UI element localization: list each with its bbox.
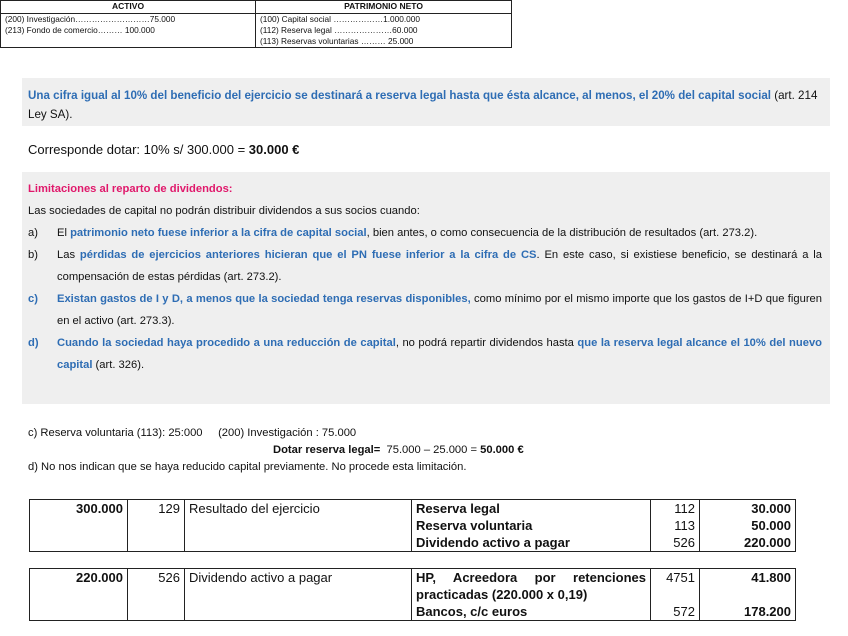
credit-amount: 41.800 — [751, 570, 791, 585]
calc-dotar-expr: 75.000 – 25.000 = — [380, 444, 481, 456]
limitation-a — [28, 222, 822, 244]
item-label: d) — [28, 337, 39, 349]
credit-amount: 178.200 — [744, 604, 791, 619]
reserva-rule-ref: (art. 214 Ley SA). — [28, 89, 818, 121]
calc-dotar-label: Dotar reserva legal= — [273, 444, 381, 456]
limitation-b — [28, 244, 822, 288]
credit-amount: 220.000 — [744, 535, 791, 550]
credit-account: 113 — [674, 518, 695, 533]
credit-amounts — [700, 569, 796, 621]
credit-name: Reserva legal — [416, 501, 500, 516]
credit-account: 572 — [673, 604, 695, 619]
credit-amount: 30.000 — [751, 501, 791, 516]
debit-name: Dividendo activo a pagar — [185, 569, 412, 621]
item-highlight: pérdidas de ejercicios anteriores hicieran que el PN fuese inferior a la cifra de CS — [79, 249, 537, 261]
limitation-d — [28, 332, 822, 376]
debit-account: 526 — [128, 569, 185, 621]
debit-account: 129 — [128, 500, 185, 552]
item-text: El — [57, 227, 71, 239]
pn-row: (112) Reserva legal …………………60.000 — [260, 25, 418, 35]
credit-name: Reserva voluntaria — [416, 518, 533, 533]
credit-names — [412, 500, 651, 552]
journal-entry-1 — [29, 499, 796, 552]
pn-row: (100) Capital social ………………1.000.000 — [260, 14, 421, 24]
patrimonio-neto-header: PATRIMONIO NETO — [256, 1, 512, 14]
item-text: Las — [57, 249, 80, 261]
item-text: (art. 326). — [92, 359, 145, 371]
item-label: a) — [28, 227, 38, 239]
corresponde-amount: 30.000 € — [248, 142, 300, 157]
calculation-notes — [28, 425, 524, 476]
debit-amount: 220.000 — [30, 569, 128, 621]
activo-row: (213) Fondo de comercio……… 100.000 — [5, 25, 155, 35]
corresponde-dotar — [28, 142, 299, 157]
calc-line-c: c) Reserva voluntaria (113): 25:000 (200) Investigación : 75.000 — [28, 427, 357, 439]
balance-table — [0, 0, 512, 48]
debit-amount: 300.000 — [30, 500, 128, 552]
limitations-intro: Las sociedades de capital no podrán distribuir dividendos a sus socios cuando: — [28, 205, 420, 217]
credit-name: HP, Acreedora por retenciones practicadas (220.000 x 0,19) — [416, 570, 646, 602]
calc-dotar-result: 50.000 € — [480, 444, 524, 456]
credit-amounts — [700, 500, 796, 552]
item-highlight: Cuando la sociedad haya procedido a una reducción de capital — [57, 337, 396, 349]
credit-accounts — [651, 569, 700, 621]
calc-dotar — [28, 442, 524, 459]
item-highlight: patrimonio neto fuese inferior a la cifra de capital social — [70, 227, 367, 239]
credit-account: 4751 — [666, 570, 695, 585]
corresponde-text: Corresponde dotar: 10% s/ 300.000 = — [28, 142, 249, 157]
item-label: b) — [28, 249, 38, 261]
debit-name: Resultado del ejercicio — [185, 500, 412, 552]
pn-row: (113) Reservas voluntarias ……… 25.000 — [260, 36, 414, 46]
item-text: como mínimo por el mismo importe que los gastos de I+D que figuren en el activo (art. 273.3). — [57, 293, 823, 327]
limitation-c — [28, 288, 822, 332]
credit-account: 526 — [673, 535, 695, 550]
item-text: , bien antes, o como consecuencia de la distribución de resultados (art. 273.2). — [366, 227, 758, 239]
credit-name: Dividendo activo a pagar — [416, 535, 570, 550]
credit-amount: 50.000 — [751, 518, 791, 533]
item-label: c) — [28, 293, 38, 305]
activo-row: (200) Investigación………………………75.000 — [5, 14, 176, 24]
credit-account: 112 — [674, 501, 695, 516]
item-text: , no podrá repartir dividendos hasta — [395, 337, 578, 349]
limitations-panel — [22, 172, 830, 404]
credit-name: Bancos, c/c euros — [416, 604, 528, 619]
activo-header: ACTIVO — [1, 1, 256, 14]
journal-entry-2 — [29, 568, 796, 621]
calc-line-d: d) No nos indican que se haya reducido capital previamente. No procede esta limitación. — [28, 461, 467, 473]
item-highlight: Existan gastos de I y D, a menos que la sociedad tenga reservas disponibles, — [57, 293, 471, 305]
item-highlight: que la reserva legal alcance el 10% del nuevo capital — [57, 337, 822, 371]
credit-names — [412, 569, 651, 621]
activo-cell — [1, 14, 256, 48]
credit-accounts — [651, 500, 700, 552]
pn-cell — [256, 14, 512, 48]
reserva-rule-text: Una cifra igual al 10% del beneficio del ejercicio se destinará a reserva legal hasta que ésta alcance, al menos, el 20% del capital social — [28, 89, 771, 102]
item-text: . En este caso, si existiese beneficio, se destinará a la compensación de estas pérdidas (art. 273.2). — [57, 249, 822, 283]
reserva-rule-panel — [22, 78, 830, 126]
limitations-title: Limitaciones al reparto de dividendos: — [28, 183, 233, 195]
